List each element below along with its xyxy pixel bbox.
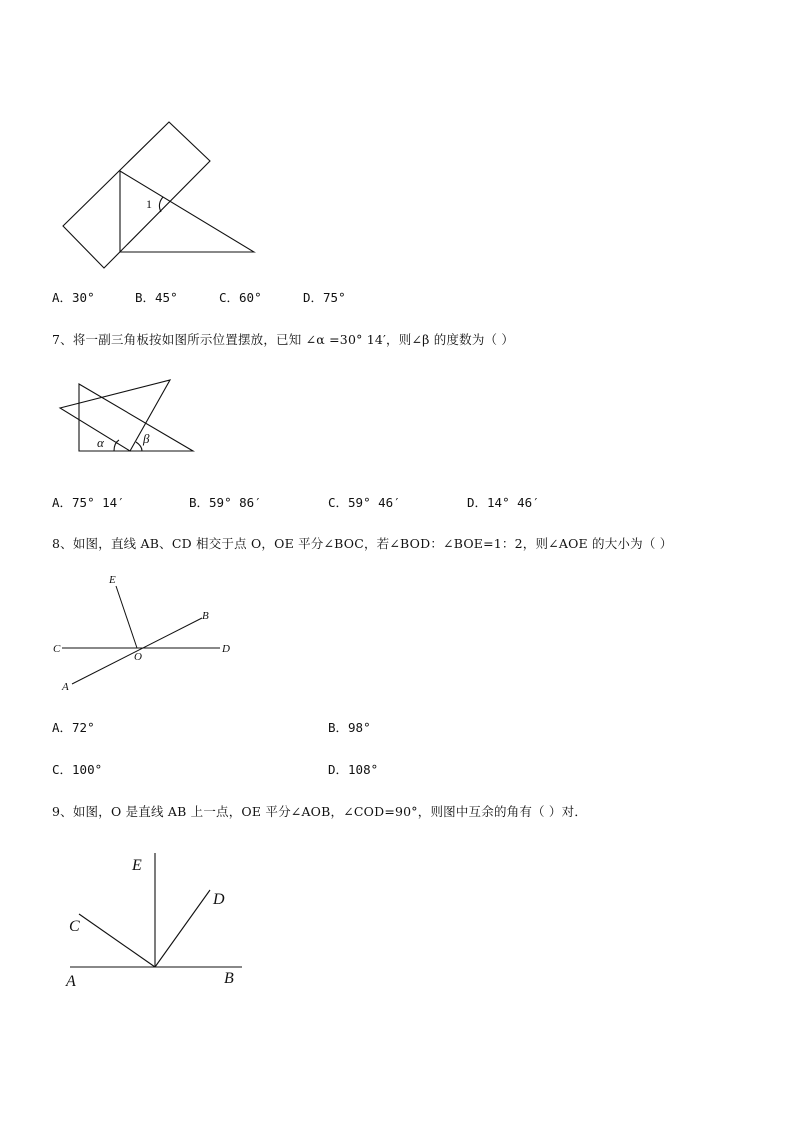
q9-ray-od — [155, 890, 210, 967]
q6-option-c[interactable]: C．60° — [219, 290, 262, 305]
q8-label-c: C — [53, 643, 61, 655]
q6-option-b[interactable]: B．45° — [135, 290, 178, 305]
q9-label-d: D — [213, 891, 225, 908]
q7-stem: 7、将一副三角板按如图所示位置摆放，已知 ∠α =30° 14′，则∠β 的度数为（ ） — [52, 332, 515, 347]
q9-label-a: A — [66, 973, 76, 990]
q7-option-b[interactable]: B．59° 86′ — [189, 495, 262, 510]
q8-stem: 8、如图，直线 AB、CD 相交于点 O，OE 平分∠BOC，若∠BOD：∠BOE=1：2，则∠AOE 的大小为（ ） — [52, 536, 673, 551]
q8-label-d: D — [222, 643, 230, 655]
q8-option-c[interactable]: C．100° — [52, 762, 103, 777]
q7-option-d[interactable]: D．14° 46′ — [467, 495, 540, 510]
q8-label-a: A — [62, 681, 69, 693]
q8-label-b: B — [202, 610, 209, 622]
q6-option-d[interactable]: D．75° — [303, 290, 346, 305]
q7-alpha-label: α — [97, 435, 104, 450]
q8-option-a[interactable]: A．72° — [52, 720, 95, 735]
q8-option-d[interactable]: D．108° — [328, 762, 379, 777]
q9-label-b: B — [224, 970, 234, 987]
q9-label-e: E — [132, 857, 142, 874]
q9-stem: 9、如图，O 是直线 AB 上一点，OE 平分∠AOB，∠COD=90°，则图中互余的角有（ ）对． — [52, 804, 588, 819]
q9-ray-oc — [79, 914, 155, 967]
q9-label-c: C — [69, 918, 80, 935]
q8-label-e: E — [109, 574, 116, 586]
q8-label-o: O — [134, 651, 142, 663]
q6-angle-label: 1 — [146, 197, 152, 211]
q7-option-a[interactable]: A．75° 14′ — [52, 495, 125, 510]
q6-option-a[interactable]: A．30° — [52, 290, 95, 305]
q8-option-b[interactable]: B．98° — [328, 720, 371, 735]
q7-beta-label: β — [143, 431, 150, 446]
q7-option-c[interactable]: C．59° 46′ — [328, 495, 401, 510]
